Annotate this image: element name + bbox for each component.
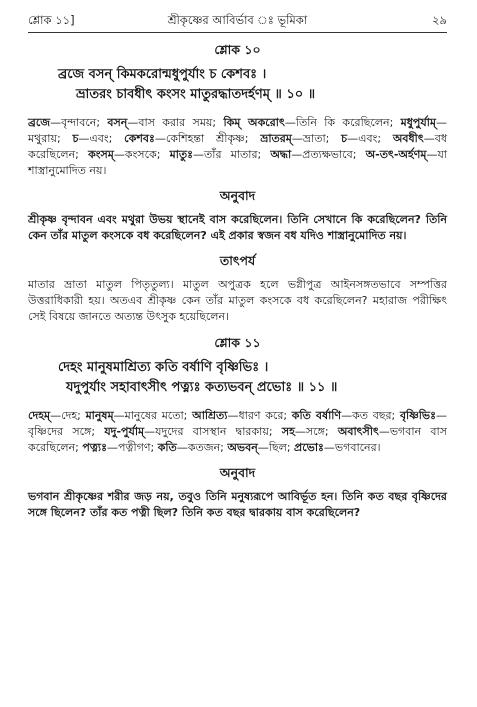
shloka-10-purport: মাতার ভ্রাতা মাতুল পিতৃতুল্য। মাতুল অপুত্রক হলে ভগ্নীপুত্র আইনসঙ্গতভাবে সম্পত্তির উত্তরাধিকারী হয়। অতএব শ্রীকৃষ্ণ কেন তাঁর মাতুল কংসকে বধ করেছিলেন? মহারাজ পরীক্ষিৎ সেই বিষয়ে জানতে অত্যন্ত উৎসুক হয়েছিলেন। — [28, 278, 447, 323]
synonym-word: অবাৎসীৎ — [337, 425, 379, 438]
synonym-meaning: —কংসকে; — [113, 148, 170, 161]
shloka-10-title: শ্লোক ১০ — [214, 42, 261, 57]
synonym-meaning: —মানুষের মতো; — [113, 409, 193, 422]
shloka-11-translation: ভগবান শ্রীকৃষ্ণের শরীর জড় নয়, তবুও তিনি মনুষ্যরূপে আবির্ভূত হন। তিনি কত বছর বৃষ্ণিদের সঙ্গে ছিলেন? তাঁর কত পত্নী ছিল? তিনি কত বছর দ্বারকায় বাস করেছিলেন? — [28, 490, 447, 519]
synonym-meaning: —কত বছর; — [341, 409, 400, 422]
synonym-meaning: —ধারণ করে; — [227, 409, 292, 422]
synonym-meaning: —তিনি কি করেছিলেন; — [284, 116, 401, 129]
synonym-word: মানুষম্ — [85, 409, 114, 422]
synonym-meaning: —তাঁর মাতার; — [193, 148, 271, 161]
synonym-word: চ — [341, 132, 348, 145]
synonym-word: সহ — [281, 425, 295, 438]
synonym-word: দেহম্ — [28, 409, 51, 422]
synonym-meaning: —যদুদের বাসস্থান দ্বারকায়; — [144, 425, 282, 438]
synonym-meaning: —বাস করার সময়; — [127, 116, 224, 129]
synonym-word: অবধীৎ — [392, 132, 424, 145]
shloka-11-verse — [28, 358, 447, 398]
synonym-meaning: —ছিল; — [257, 441, 295, 454]
synonym-meaning: —যা শাস্ত্রানুমোদিত নয়। — [28, 148, 447, 177]
synonym-word: কিম্ অকরোৎ — [223, 116, 285, 129]
synonym-meaning: —বধ করেছিলেন; — [28, 132, 447, 161]
synonym-meaning: —প্রত্যক্ষভাবে; — [291, 148, 366, 161]
synonym-word: কেশবঃ — [124, 132, 155, 145]
synonym-meaning: —কতজন; — [176, 441, 228, 454]
header-verse-ref: শ্লোক ১১] — [28, 13, 75, 27]
header-rule — [28, 32, 447, 33]
synonym-meaning: —বৃষ্ণিদের সঙ্গে; — [28, 409, 447, 438]
synonym-word: পত্ন্যঃ — [82, 441, 107, 454]
synonym-word: যদু-পুর্যাম্ — [104, 425, 145, 438]
running-header — [28, 12, 447, 30]
header-title: শ্রীকৃষ্ণের আবির্ভাব ঃ ভূমিকা — [167, 13, 308, 27]
translation-heading: অনুবাদ — [219, 465, 256, 480]
synonym-meaning: —এবং; — [78, 132, 125, 145]
synonym-meaning: —কেশিহন্তা শ্রীকৃষ্ণ; — [154, 132, 261, 145]
synonym-word: আশ্রিত্য — [192, 409, 228, 422]
purport-heading: তাৎপর্য — [219, 253, 256, 268]
shloka-10-synonyms — [28, 115, 447, 179]
verse-line: ভ্রাতরং চাবধীৎ কংসং মাতুরদ্ধাতদর্হণম্ ॥ ১০ ॥ — [76, 87, 316, 102]
synonym-word: ভ্রাতরম্ — [260, 132, 292, 145]
synonym-word: ব্রজে — [28, 116, 51, 129]
synonym-meaning: —ভগবান বাস করেছিলেন; — [28, 425, 448, 454]
synonym-word: বৃষ্ণিভিঃ — [399, 409, 436, 422]
synonym-word: মাতুঃ — [169, 148, 194, 161]
verse-line: যদুপুর্যাং সহাবাৎসীৎ পত্ন্যঃ কত্যভবন্ প্রভোঃ ॥ ১১ ॥ — [66, 380, 338, 395]
verse-line: দেহং মানুষমাশ্রিত্য কতি বর্ষাণি বৃষ্ণিভিঃ । — [58, 360, 269, 375]
synonym-word: বসন্ — [107, 116, 128, 129]
shloka-10-translation: শ্রীকৃষ্ণ বৃন্দাবন এবং মথুরা উভয় স্থানেই বাস করেছিলেন। তিনি সেখানে কি করেছিলেন? তিনি কেন তাঁর মাতুল কংসকে বধ করেছিলেন? এই প্রকার স্বজন বধ যদিও শাস্ত্রানুমোদিত নয়। — [28, 213, 447, 242]
synonym-meaning: —ভ্রাতা; — [291, 132, 342, 145]
synonym-meaning: —মথুরায়; — [28, 116, 447, 145]
page-number: ২৯ — [432, 13, 447, 27]
synonym-meaning: —সঙ্গে; — [294, 425, 338, 438]
synonym-word: অ-তৎ-অর্হণম্ — [365, 148, 427, 161]
synonym-meaning: —এবং; — [347, 132, 393, 145]
synonym-word: প্রভোঃ — [294, 441, 324, 454]
shloka-11-synonyms — [28, 408, 447, 456]
page-content — [28, 42, 447, 521]
synonym-word: অভবন্ — [227, 441, 258, 454]
synonym-word: চ — [72, 132, 79, 145]
shloka-11-title: শ্লোক ১১ — [214, 335, 261, 350]
synonym-word: কতি — [157, 441, 177, 454]
synonym-word: কতি বর্ষাণি — [291, 409, 342, 422]
synonym-meaning: —দেহ; — [50, 409, 86, 422]
shloka-10-verse — [28, 65, 447, 105]
synonym-word: মধুপুর্যাম্ — [400, 116, 436, 129]
verse-line: ব্রজে বসন্ কিমকরোন্মধুপুর্যাং চ কেশবঃ । — [58, 67, 267, 82]
synonym-word: অদ্ধা — [270, 148, 292, 161]
translation-heading: অনুবাদ — [219, 188, 256, 203]
synonym-meaning: —বৃন্দাবনে; — [50, 116, 108, 129]
synonym-meaning: —পত্নীগণ; — [106, 441, 158, 454]
synonym-word: কংসম্ — [88, 148, 114, 161]
synonym-meaning: —ভগবানের। — [323, 441, 381, 454]
